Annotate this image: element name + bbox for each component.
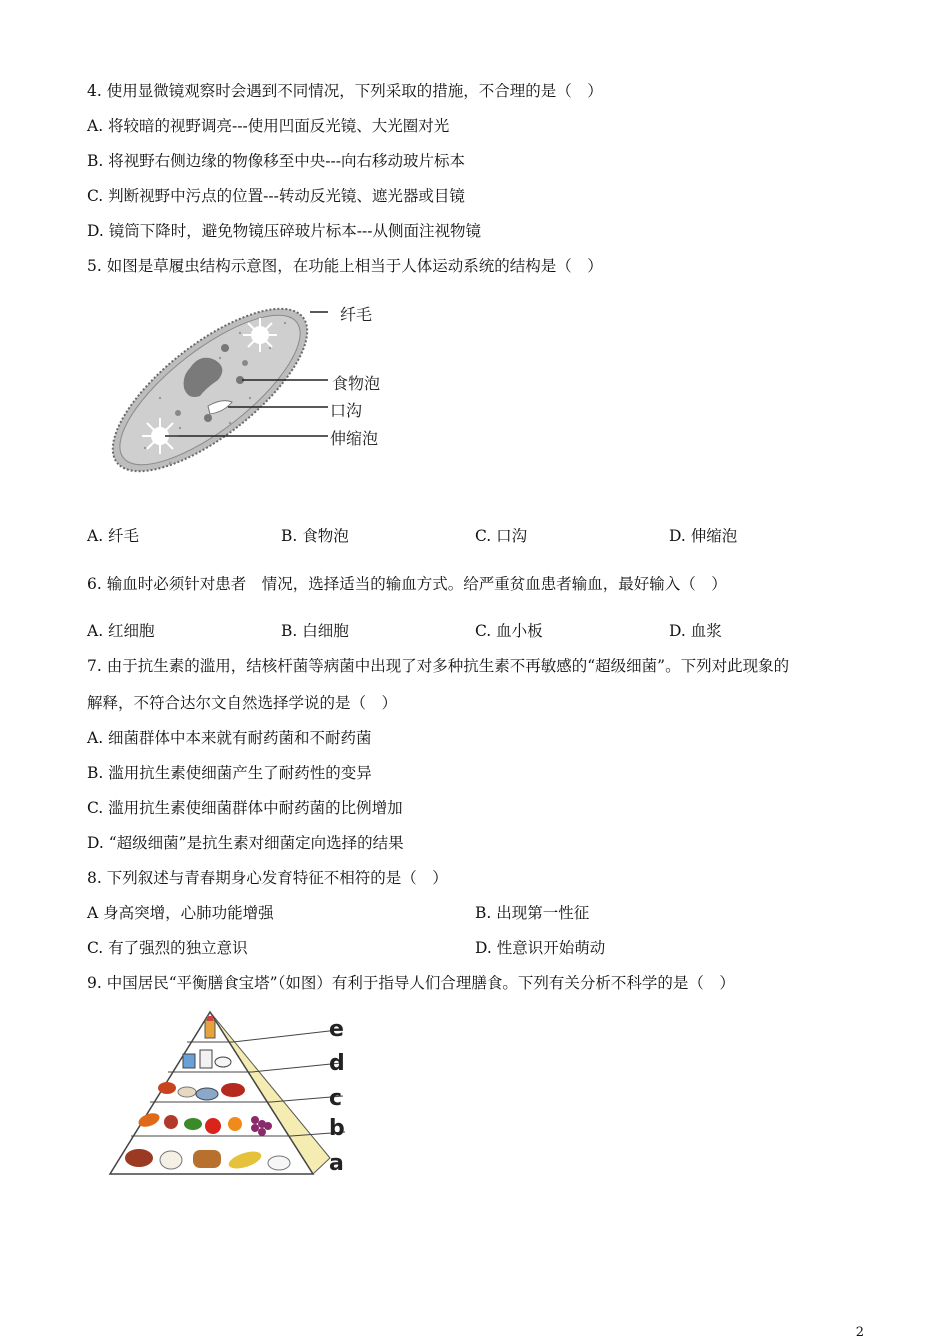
q5-option-b: B. 食物泡 [281, 527, 349, 545]
q9-stem: 9. 中国居民“平衡膳食宝塔”（如图）有利于指导人们合理膳食。下列有关分析不科学的是（ ） [87, 974, 735, 992]
paramecium-body [100, 288, 331, 493]
q6-option-d: D. 血浆 [669, 622, 722, 640]
q6-option-b: B. 白细胞 [281, 622, 349, 640]
paramecium-figure [100, 288, 400, 493]
label-c: c [329, 1086, 343, 1111]
q4-option-d: D. 镜筒下降时，避免物镜压碎玻片标本---从侧面注视物镜 [87, 222, 481, 240]
q4-stem: 4. 使用显微镜观察时会遇到不同情况，下列采取的措施，不合理的是（ ） [87, 82, 603, 100]
q4-option-a: A. 将较暗的视野调亮---使用凹面反光镜、大光圈对光 [87, 117, 450, 135]
q6-option-c: C. 血小板 [475, 622, 543, 640]
label-a: a [329, 1151, 344, 1176]
label-food-vacuole: 食物泡 [332, 374, 381, 393]
q8-option-d: D. 性意识开始萌动 [475, 939, 606, 957]
q7-option-b: B. 滥用抗生素使细菌产生了耐药性的变异 [87, 764, 372, 782]
label-contractile-vacuole: 伸缩泡 [330, 429, 379, 448]
q4-option-b: B. 将视野右侧边缘的物像移至中央---向右移动玻片标本 [87, 152, 465, 170]
q8-stem: 8. 下列叙述与青春期身心发育特征不相符的是（ ） [87, 869, 448, 887]
q5-option-a: A. 纤毛 [87, 527, 140, 545]
q4-option-c: C. 判断视野中污点的位置---转动反光镜、遮光器或目镜 [87, 187, 465, 205]
q7-stem-line1: 7. 由于抗生素的滥用，结核杆菌等病菌中出现了对多种抗生素不再敏感的“超级细菌”。下列对此现象的 [87, 657, 790, 675]
food-pyramid-figure [105, 1008, 355, 1183]
q8-option-a: A 身高突增，心肺功能增强 [87, 904, 274, 922]
q5-option-c: C. 口沟 [475, 527, 528, 545]
q6-option-a: A. 红细胞 [87, 622, 155, 640]
q7-stem-line2: 解释，不符合达尔文自然选择学说的是（ ） [87, 694, 398, 712]
q7-option-c: C. 滥用抗生素使细菌群体中耐药菌的比例增加 [87, 799, 403, 817]
q5-stem: 5. 如图是草履虫结构示意图，在功能上相当于人体运动系统的结构是（ ） [87, 257, 603, 275]
contractile-vacuole-upper [243, 318, 277, 352]
label-b: b [329, 1116, 345, 1141]
page-number: 2 [855, 1325, 864, 1340]
q8-option-b: B. 出现第一性征 [475, 904, 590, 922]
q7-option-d: D. “超级细菌”是抗生素对细菌定向选择的结果 [87, 834, 404, 852]
q5-option-d: D. 伸缩泡 [669, 527, 738, 545]
q7-option-a: A. 细菌群体中本来就有耐药菌和不耐药菌 [87, 729, 372, 747]
label-cilia: 纤毛 [340, 305, 373, 324]
label-oral-groove: 口沟 [330, 401, 363, 420]
label-d: d [329, 1051, 345, 1076]
q8-option-c: C. 有了强烈的独立意识 [87, 939, 248, 957]
q6-stem: 6. 输血时必须针对患者 情况，选择适当的输血方式。给严重贫血患者输血，最好输入（ ） [87, 575, 727, 593]
label-e: e [329, 1017, 344, 1042]
